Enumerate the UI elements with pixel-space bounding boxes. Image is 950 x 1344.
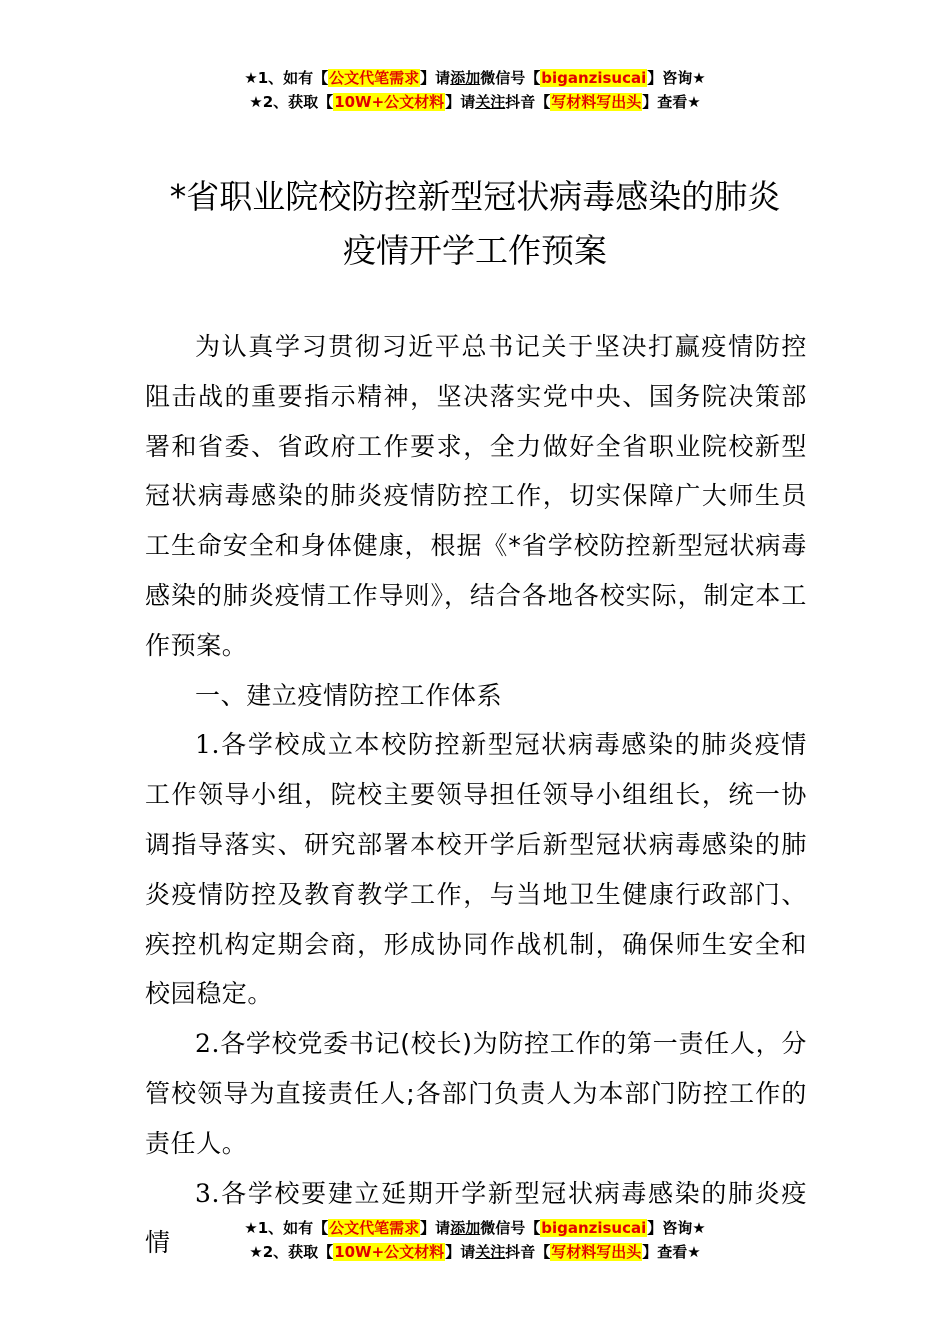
highlight-service: 公文代笔需求 — [329, 1219, 420, 1237]
banner-line-2: ★2、获取【10W+公文材料】请关注抖音【写材料写出头】查看★ — [249, 93, 701, 111]
highlight-wechat-id: biganzisucai — [541, 1219, 647, 1237]
highlight-materials: 10W+公文材料 — [334, 1243, 445, 1261]
highlight-wechat-id: biganzisucai — [541, 69, 647, 87]
item-paragraph-1: 1.各学校成立本校防控新型冠状病毒感染的肺炎疫情工作领导小组，院校主要领导担任领导小组组长，统一协调指导落实、研究部署本校开学后新型冠状病毒感染的肺炎疫情防控及教育教学工作，与当地卫生健康行政部门、疾控机构定期会商，形成协同作战机制，确保师生安全和校园稳定。 — [145, 730, 807, 1009]
highlight-service: 公文代笔需求 — [329, 69, 420, 87]
title-line-2: 疫情开学工作预案 — [343, 231, 607, 270]
title-line-1: *省职业院校防控新型冠状病毒感染的肺炎 — [169, 177, 781, 216]
item-paragraph-3: 3.各学校要建立延期开学新型冠状病毒感染的肺炎疫情 — [145, 1178, 807, 1258]
section-heading-1: 一、建立疫情防控工作体系 — [195, 680, 503, 710]
banner-line-2: ★2、获取【10W+公文材料】请关注抖音【写材料写出头】查看★ — [249, 1243, 701, 1261]
highlight-douyin: 写材料写出头 — [551, 1243, 642, 1261]
footer-banner — [0, 1216, 950, 1264]
highlight-douyin: 写材料写出头 — [551, 93, 642, 111]
banner-line-1: ★1、如有【公文代笔需求】请添加微信号【biganzisucai】咨询★ — [244, 1219, 706, 1237]
item-paragraph-2: 2.各学校党委书记(校长)为防控工作的第一责任人，分管校领导为直接责任人;各部门负责人为本部门防控工作的责任人。 — [145, 1029, 807, 1158]
banner-line-1: ★1、如有【公文代笔需求】请添加微信号【biganzisucai】咨询★ — [244, 69, 706, 87]
document-body — [145, 322, 807, 1268]
document-title — [100, 170, 850, 278]
highlight-materials: 10W+公文材料 — [334, 93, 445, 111]
intro-paragraph: 为认真学习贯彻习近平总书记关于坚决打赢疫情防控阻击战的重要指示精神，坚决落实党中央、国务院决策部署和省委、省政府工作要求，全力做好全省职业院校新型冠状病毒感染的肺炎疫情防控工作，切实保障广大师生员工生命安全和身体健康，根据《*省学校防控新型冠状病毒感染的肺炎疫情工作导则》，结合各地各校实际，制定本工作预案。 — [145, 332, 807, 660]
header-banner — [0, 66, 950, 114]
